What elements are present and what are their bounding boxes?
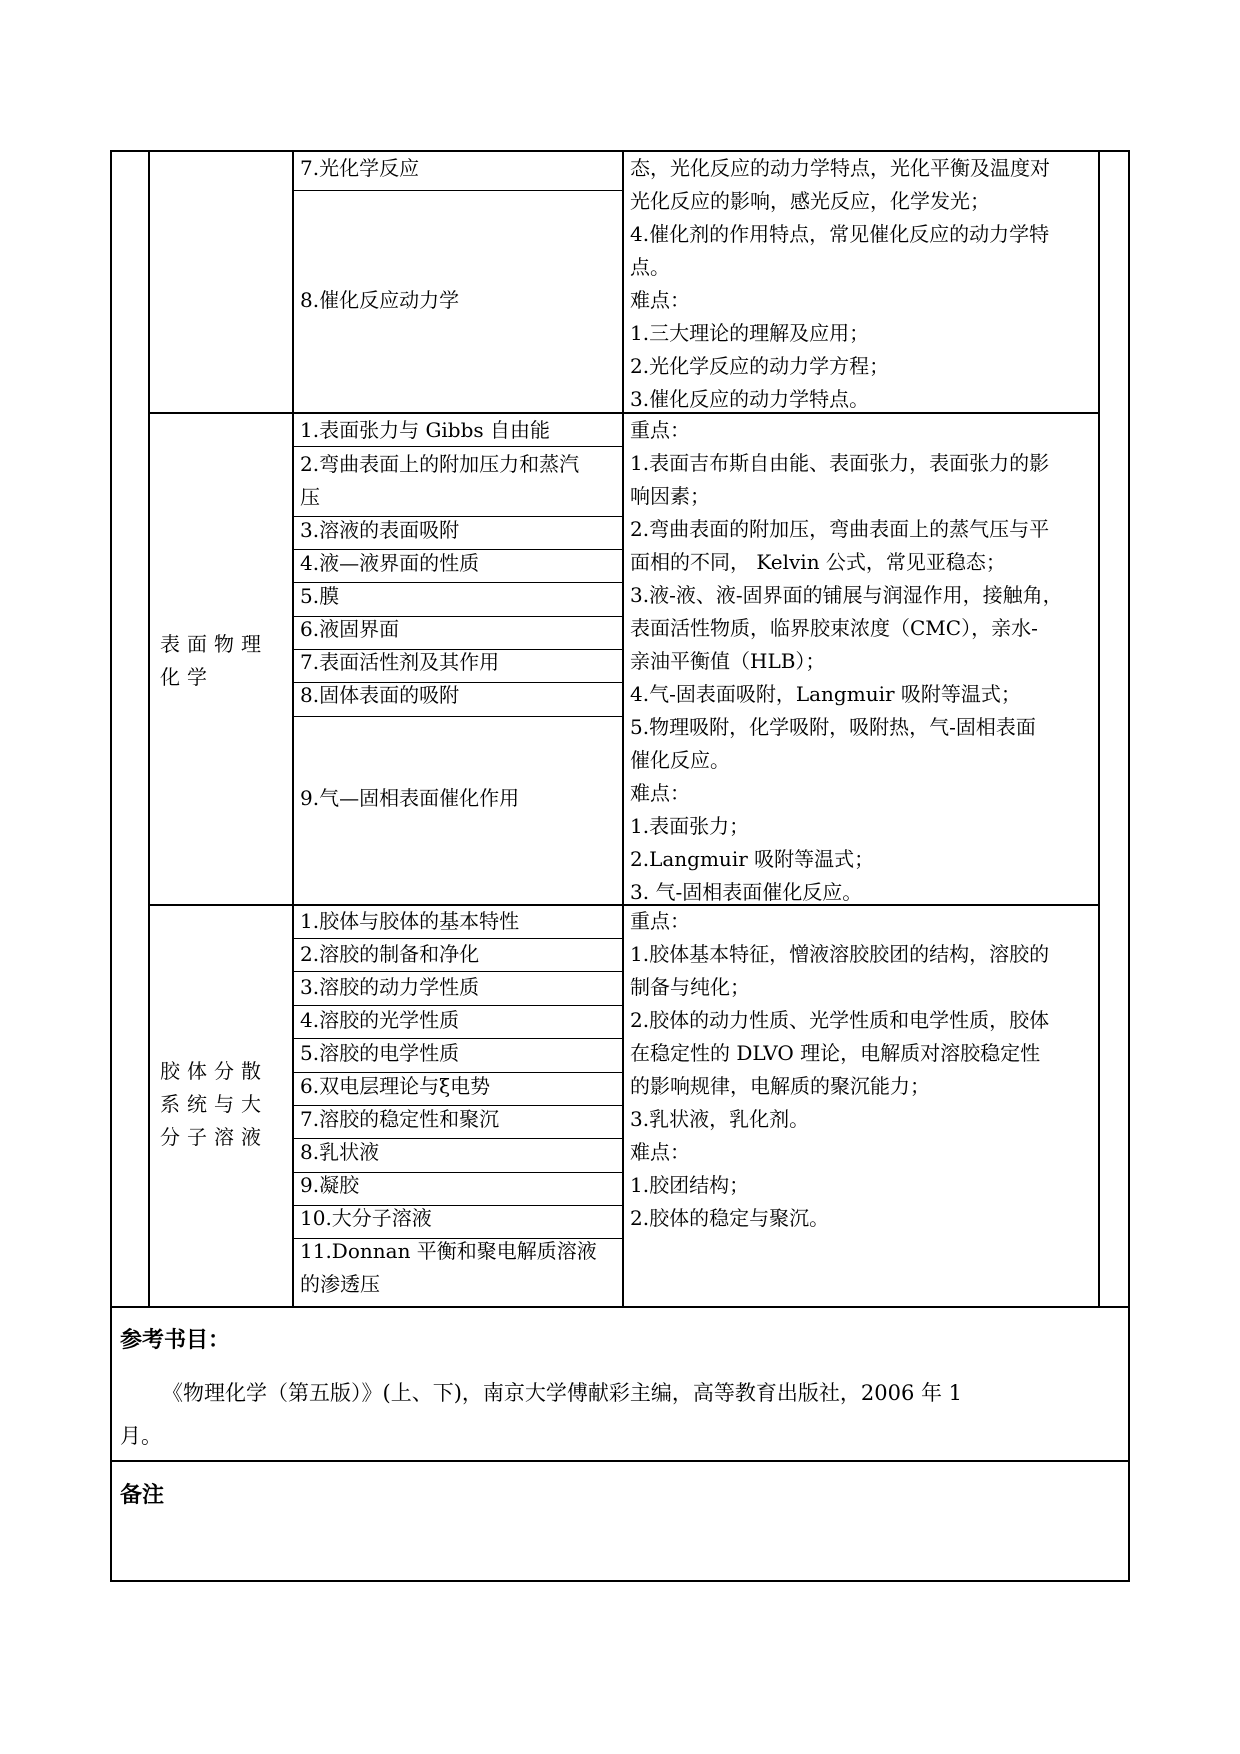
topic-row-divider xyxy=(292,190,622,191)
topic-item: 5.溶胶的电学性质 xyxy=(300,1041,460,1065)
reference-line: 月。 xyxy=(120,1424,162,1448)
references-top-border xyxy=(110,1306,1130,1308)
note-line: 2.胶体的动力性质、光学性质和电学性质，胶体 xyxy=(630,1008,1050,1032)
note-line: 催化反应。 xyxy=(630,748,730,772)
topic-item: 7.表面活性剂及其作用 xyxy=(300,650,500,674)
topic-item: 7.光化学反应 xyxy=(300,156,420,180)
note-line: 3. 气-固相表面催化反应。 xyxy=(630,880,863,904)
note-line: 2.Langmuir 吸附等温式； xyxy=(630,847,875,871)
note-line: 1.三大理论的理解及应用； xyxy=(630,321,870,345)
note-line: 难点： xyxy=(630,288,690,312)
note-line: 5.物理吸附，化学吸附，吸附热，气-固相表面 xyxy=(630,715,1036,739)
topic-item: 1.表面张力与 Gibbs 自由能 xyxy=(300,418,551,442)
note-line: 在稳定性的 DLVO 理论，电解质对溶胶稳定性 xyxy=(630,1041,1041,1065)
topic-item: 8.乳状液 xyxy=(300,1140,380,1164)
topic-item: 9.凝胶 xyxy=(300,1173,360,1197)
note-line: 2.光化学反应的动力学方程； xyxy=(630,354,890,378)
note-line: 面相的不同， Kelvin 公式，常见亚稳态； xyxy=(630,550,1006,574)
note-line: 重点： xyxy=(630,909,690,933)
references-heading: 参考书目： xyxy=(120,1327,231,1353)
topic-list xyxy=(300,414,618,815)
references-text xyxy=(120,1372,1120,1458)
topic-item: 8.固体表面的吸附 xyxy=(300,683,460,707)
topic-item: 1.胶体与胶体的基本特性 xyxy=(300,909,520,933)
inner-table-left-border xyxy=(148,150,150,1307)
note-line: 亲油平衡值（HLB）； xyxy=(630,649,826,673)
note-line: 2.胶体的稳定与聚沉。 xyxy=(630,1206,830,1230)
topic-item: 3.溶胶的动力学性质 xyxy=(300,975,480,999)
section-notes xyxy=(630,905,1090,1235)
note-line: 表面活性物质，临界胶束浓度（CMC），亲水- xyxy=(630,616,1038,640)
topic-list xyxy=(300,905,618,1301)
topic-item: 9.气—固相表面催化作用 xyxy=(300,786,520,810)
topic-item: 8.催化反应动力学 xyxy=(300,288,460,312)
topic-item: 2.溶胶的制备和净化 xyxy=(300,942,480,966)
note-line: 的影响规律，电解质的聚沉能力； xyxy=(630,1074,930,1098)
reference-line: 《物理化学（第五版）》(上、下)，南京大学傅献彩主编，高等教育出版社，2006 年 1 xyxy=(162,1381,963,1405)
topic-list xyxy=(300,284,618,317)
note-line: 难点： xyxy=(630,781,690,805)
section-notes xyxy=(630,414,1090,909)
note-line: 光化反应的影响，感光反应，化学发光； xyxy=(630,189,990,213)
inner-table-right-border xyxy=(1098,150,1100,1307)
topic-column-divider xyxy=(292,150,294,1307)
note-line: 制备与纯化； xyxy=(630,975,750,999)
note-line: 2.弯曲表面的附加压，弯曲表面上的蒸气压与平 xyxy=(630,517,1050,541)
topic-item: 压 xyxy=(300,485,320,509)
note-line: 1.表面吉布斯自由能、表面张力，表面张力的影 xyxy=(630,451,1050,475)
topic-item: 4.溶胶的光学性质 xyxy=(300,1008,460,1032)
note-line: 态，光化反应的动力学特点，光化平衡及温度对 xyxy=(630,156,1050,180)
note-line: 1.表面张力； xyxy=(630,814,750,838)
category-label: 表面物理化学 xyxy=(160,632,268,689)
topic-item: 2.弯曲表面上的附加压力和蒸汽 xyxy=(300,452,580,476)
topic-item: 11.Donnan 平衡和聚电解质溶液 xyxy=(300,1239,597,1263)
category-label: 胶体分散系统与大分子溶液 xyxy=(160,1059,268,1149)
note-line: 1.胶体基本特征，憎液溶胶胶团的结构，溶胶的 xyxy=(630,942,1050,966)
note-line: 重点： xyxy=(630,418,690,442)
section-notes xyxy=(630,152,1090,416)
note-line: 4.气-固表面吸附，Langmuir 吸附等温式； xyxy=(630,682,1021,706)
topic-item: 4.液—液界面的性质 xyxy=(300,551,480,575)
note-line: 4.催化剂的作用特点，常见催化反应的动力学特 xyxy=(630,222,1050,246)
note-line: 3.液-液、液-固界面的铺展与润湿作用，接触角， xyxy=(630,583,1063,607)
notes-column-divider xyxy=(622,150,624,1307)
topic-item: 10.大分子溶液 xyxy=(300,1206,432,1230)
topic-item: 5.膜 xyxy=(300,584,340,608)
note-line: 难点： xyxy=(630,1140,690,1164)
topic-item: 6.液固界面 xyxy=(300,617,400,641)
topic-item: 3.溶液的表面吸附 xyxy=(300,518,460,542)
note-line: 3.催化反应的动力学特点。 xyxy=(630,387,870,411)
topic-item: 7.溶胶的稳定性和聚沉 xyxy=(300,1107,500,1131)
topic-item: 的渗透压 xyxy=(300,1272,380,1296)
topic-item: 6.双电层理论与ξ电势 xyxy=(300,1074,491,1098)
note-line: 3.乳状液，乳化剂。 xyxy=(630,1107,810,1131)
remarks-top-border xyxy=(110,1460,1130,1462)
note-line: 响因素； xyxy=(630,484,710,508)
topic-list xyxy=(300,152,618,185)
note-line: 点。 xyxy=(630,255,670,279)
remarks-heading: 备注 xyxy=(120,1482,165,1508)
note-line: 1.胶团结构； xyxy=(630,1173,750,1197)
